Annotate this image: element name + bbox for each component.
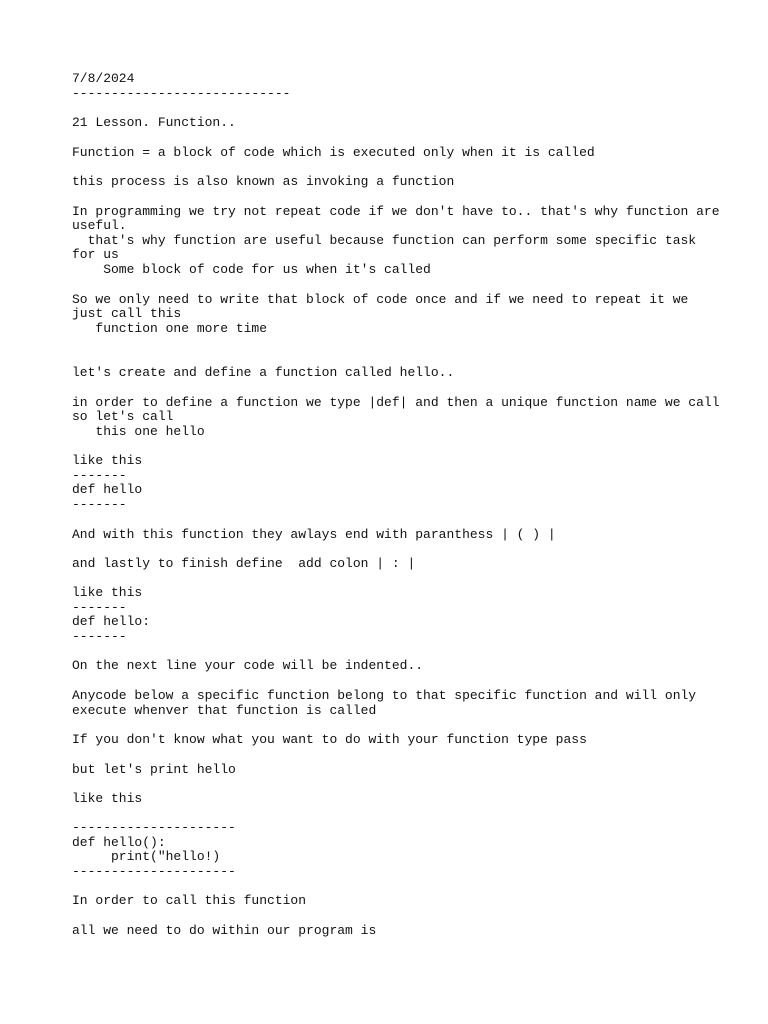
text-line: for us (72, 247, 119, 262)
separator: ---------------------------- (72, 86, 291, 101)
code-line: def hello(): (72, 835, 166, 850)
text-line: execute whenver that function is called (72, 703, 377, 718)
text-line: In order to call this function (72, 893, 307, 908)
lesson-title: 21 Lesson. Function.. (72, 115, 236, 130)
separator: ------- (72, 468, 127, 483)
text-line: let's create and define a function called hello.. (72, 365, 455, 380)
text-line: in order to define a function we type |def| and then a unique function name we call (72, 395, 720, 410)
text-line: And with this function they awlays end with paranthess | ( ) | (72, 527, 556, 542)
separator: ------- (72, 600, 127, 615)
text-line: but let's print hello (72, 762, 236, 777)
separator: --------------------- (72, 820, 236, 835)
text-line: Function = a block of code which is executed only when it is called (72, 145, 595, 160)
text-line: all we need to do within our program is (72, 923, 377, 938)
text-line: like this (72, 791, 143, 806)
text-line: In programming we try not repeat code if we don't have to.. that's why function are (72, 204, 720, 219)
text-line: just call this (72, 306, 182, 321)
text-line: this one hello (72, 424, 205, 439)
code-line: def hello (72, 482, 143, 497)
text-line: this process is also known as invoking a function (72, 174, 455, 189)
code-line: print("hello!) (72, 849, 221, 864)
text-line: that's why function are useful because function can perform some specific task (72, 233, 697, 248)
text-line: and lastly to finish define add colon | : | (72, 556, 416, 571)
text-line: So we only need to write that block of code once and if we need to repeat it we (72, 292, 689, 307)
text-line: function one more time (72, 321, 268, 336)
text-line: like this (72, 453, 143, 468)
text-line: On the next line your code will be indented.. (72, 658, 424, 673)
text-line: so let's call (72, 409, 174, 424)
text-line: Some block of code for us when it's called (72, 262, 431, 277)
code-line: def hello: (72, 614, 151, 629)
text-line: useful. (72, 218, 127, 233)
separator: --------------------- (72, 864, 236, 879)
separator: ------- (72, 497, 127, 512)
text-line: If you don't know what you want to do with your function type pass (72, 732, 587, 747)
text-line: like this (72, 585, 143, 600)
separator: ------- (72, 629, 127, 644)
text-line: Anycode below a specific function belong to that specific function and will only (72, 688, 697, 703)
date-line: 7/8/2024 (72, 71, 135, 86)
